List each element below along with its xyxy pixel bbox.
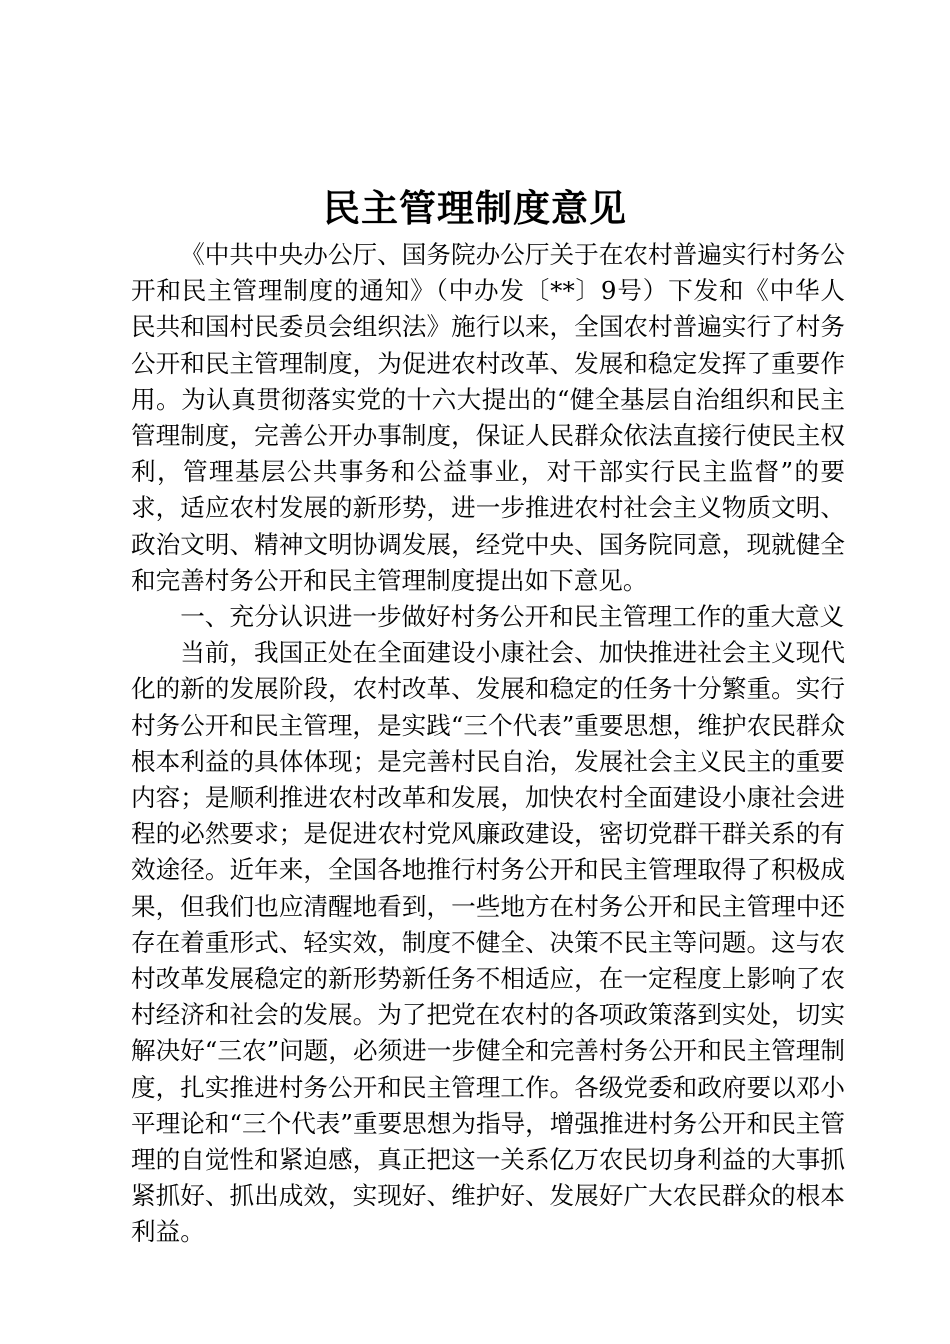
document-body (131, 237, 845, 1251)
document-title: 民主管理制度意见 (323, 186, 627, 230)
paragraph-section-1: 当前，我国正处在全面建设小康社会、加快推进社会主义现代化的新的发展阶段，农村改革、发展和稳定的任务十分繁重。实行村务公开和民主管理，是实践“三个代表”重要思想，维护农民群众根本利益的具体体现；是完善村民自治，发展社会主义民主的重要内容；是顺利推进农村改革和发展，加快农村全面建设小康社会进程的必然要求；是促进农村党风廉政建设，密切党群干群关系的有效途径。近年来，全国各地推行村务公开和民主管理取得了积极成果，但我们也应清醒地看到，一些地方在村务公开和民主管理中还存在着重形式、轻实效，制度不健全、决策不民主等问题。这与农村改革发展稳定的新形势新任务不相适应，在一定程度上影响了农村经济和社会的发展。为了把党在农村的各项政策落到实处，切实解决好“三农”问题，必须进一步健全和完善村务公开和民主管理制度，扎实推进村务公开和民主管理工作。各级党委和政府要以邓小平理论和“三个代表”重要思想为指导，增强推进村务公开和民主管理的自觉性和紧迫感，真正把这一关系亿万农民切身利益的大事抓紧抓好、抓出成效，实现好、维护好、发展好广大农民群众的根本利益。 (131, 638, 845, 1247)
paragraph-intro: 《中共中央办公厅、国务院办公厅关于在农村普遍实行村务公开和民主管理制度的通知》（中办发〔**〕9号）下发和《中华人民共和国村民委员会组织法》施行以来，全国农村普遍实行了村务公开和民主管理制度，为促进农村改革、发展和稳定发挥了重要作用。为认真贯彻落实党的十六大提出的“健全基层自治组织和民主管理制度，完善公开办事制度，保证人民群众依法直接行使民主权利，管理基层公共事务和公益事业，对干部实行民主监督”的要求，适应农村发展的新形势，进一步推进农村社会主义物质文明、政治文明、精神文明协调发展，经党中央、国务院同意，现就健全和完善村务公开和民主管理制度提出如下意见。 (131, 240, 845, 595)
section-heading-1: 一、充分认识进一步做好村务公开和民主管理工作的重大意义 (180, 602, 845, 632)
